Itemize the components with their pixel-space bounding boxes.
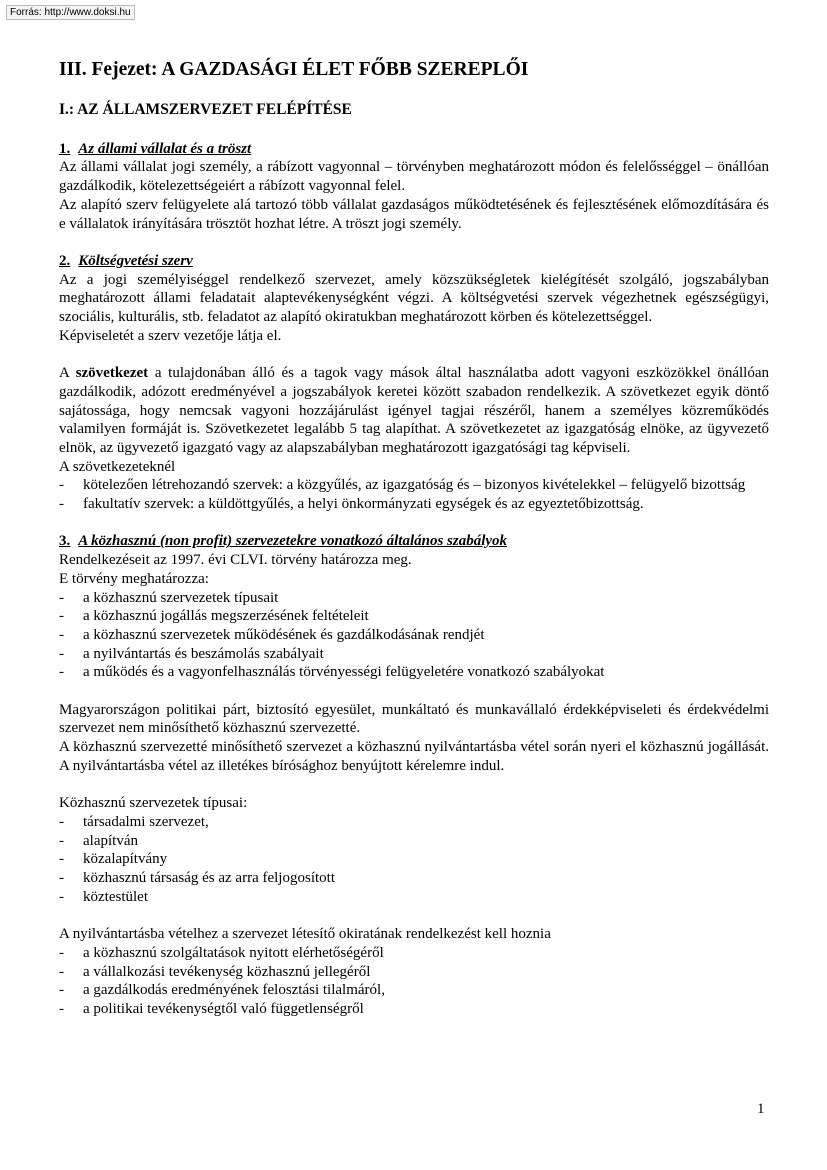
section-3-paragraph-1: Rendelkezéseit az 1997. évi CLVI. törvény határozza meg.	[59, 552, 412, 569]
list-item: - a vállalkozási tevékenység közhasznú jellegéről	[59, 963, 769, 982]
section-2-paragraph-2: Képviseletét a szerv vezetője látja el.	[59, 327, 282, 344]
section-1-heading	[59, 140, 769, 159]
list-item: - a közhasznú szervezetek működésének és gazdálkodásának rendjét	[59, 626, 769, 645]
cooperative-paragraph	[59, 364, 769, 458]
cooperative-pre: A	[59, 365, 76, 382]
cooperative-list-intro: A szövetkezeteknél	[59, 458, 176, 475]
section-3-paragraph-4: A közhasznú szervezetté minősíthető szervezet a közhasznú nyilvántartásba vétel során nyeri el közhasznú jogállását. A nyilvántartásba vétel az illetékes bírósághoz benyújtott kérelemre indul.	[59, 739, 769, 774]
source-label: Forrás: http://www.doksi.hu	[6, 5, 135, 20]
registration-intro: A nyilvántartásba vételhez a szervezet létesítő okiratának rendelkezést kell hoznia	[59, 926, 551, 943]
cooperative-organs-list	[59, 476, 769, 513]
page-number: 1	[757, 1101, 765, 1117]
section-1-paragraph-1: Az állami vállalat jogi személy, a rábízott vagyonnal – törvényben meghatározott módon és felelősséggel – önállóan gazdálkodik, kötelezettségeiért a rábízott vagyonnal felel.	[59, 159, 769, 195]
registration-list	[59, 944, 769, 1019]
section-2-heading	[59, 252, 769, 271]
list-item: - kötelezően létrehozandó szervek: a közgyűlés, az igazgatóság és – bizonyos kivételekkel – felügyelő bizottság	[59, 476, 769, 495]
list-item: - a politikai tevékenységtől való függetlenségről	[59, 1000, 769, 1019]
section-3-paragraph-2: E törvény meghatározza:	[59, 570, 209, 587]
section-2-title: Költségvetési szerv	[78, 252, 193, 269]
part-title: I.: AZ ÁLLAMSZERVEZET FELÉPÍTÉSE	[59, 101, 352, 118]
list-item: - társadalmi szervezet,	[59, 813, 769, 832]
list-item: - közalapítvány	[59, 850, 769, 869]
section-3-heading	[59, 532, 769, 551]
section-1-title: Az állami vállalat és a tröszt	[78, 140, 252, 157]
list-item: - köztestület	[59, 888, 769, 907]
types-list	[59, 813, 769, 907]
list-item: - közhasznú társaság és az arra feljogosított	[59, 869, 769, 888]
list-item: - a működés és a vagyonfelhasználás törvényességi felügyeletére vonatkozó szabályokat	[59, 663, 769, 682]
section-3-paragraph-3: Magyarországon politikai párt, biztosító egyesület, munkáltató és munkavállaló érdekképviseleti és érdekvédelmi szervezet nem minősíthető közhasznú szervezetté.	[59, 701, 769, 737]
section-3-title: A közhasznú (non profit) szervezetekre vonatkozó általános szabályok	[78, 533, 508, 550]
law-scope-list	[59, 589, 769, 683]
cooperative-text: a tulajdonában álló és a tagok vagy mások által használatba adott vagyoni eszközökkel önállóan gazdálkodik, adózott eredményével a jogszabályok keretei között szabadon rendelkezik. A szövetkezet egyik döntő sajátossága, hogy nemcsak vagyoni hozzájárulást igényel tagjai részéről, hanem a személyes közreműködés valamilyen formáját is. Szövetkezetet legalább 5 tag alapíthat. A szövetkezetet az igazgatóság elnöke, az ügyvezető elnök, az ügyvezető igazgató vagy az alapszabályban meghatározott igazgatósági tag képviseli.	[59, 365, 769, 456]
types-intro: Közhasznú szervezetek típusai:	[59, 795, 248, 812]
section-2-paragraph-1: Az a jogi személyiséggel rendelkező szervezet, amely közszükségletek kielégítését szolgáló, jogszabályban meghatározott állami feladatait alaptevékenységként végzi. A költségvetési szervek végezhetnek egészségügyi, szociális, kulturális, stb. feladatot az alapító okiratukban meghatározott körben és kötelezettséggel.	[59, 271, 769, 326]
section-3-number: 3.	[59, 533, 71, 550]
list-item: - a közhasznú jogállás megszerzésének feltételeit	[59, 607, 769, 626]
document-page	[59, 58, 769, 1019]
list-item: - alapítván	[59, 832, 769, 851]
section-1-number: 1.	[59, 140, 71, 157]
list-item: - fakultatív szervek: a küldöttgyűlés, a helyi önkormányzati egységek és az egyeztetőbizottság.	[59, 495, 769, 514]
chapter-title: III. Fejezet: A GAZDASÁGI ÉLET FŐBB SZEREPLŐI	[59, 59, 529, 80]
list-item: - a nyilvántartás és beszámolás szabályait	[59, 645, 769, 664]
list-item: - a közhasznú szervezetek típusait	[59, 589, 769, 608]
section-1-paragraph-2: Az alapító szerv felügyelete alá tartozó több vállalat gazdaságos működtetésének és fejlesztésének előmozdítására és e vállalatok irányítására trösztöt hozhat létre. A tröszt jogi személy.	[59, 196, 769, 232]
list-item: - a közhasznú szolgáltatások nyitott elérhetőségéről	[59, 944, 769, 963]
section-2-number: 2.	[59, 252, 71, 269]
cooperative-term: szövetkezet	[75, 365, 149, 382]
list-item: - a gazdálkodás eredményének felosztási tilalmáról,	[59, 981, 769, 1000]
